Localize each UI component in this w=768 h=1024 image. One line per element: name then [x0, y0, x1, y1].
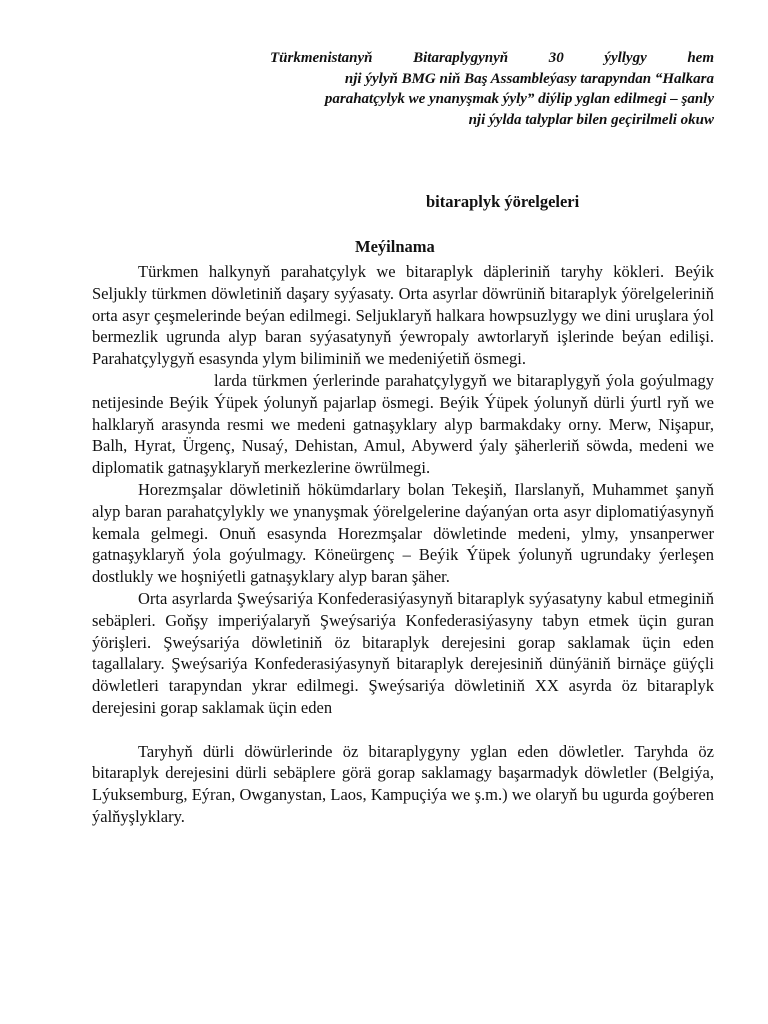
header-word: 30	[548, 50, 564, 66]
header-line-1	[270, 48, 714, 69]
paragraph-3: Horezmşalar döwletiniň hökümdarlary bolan Tekeşiň, Ilarslanyň, Muhammet şanyň alyp baran parahatçylykly we ynanyşmak ýörelgelerine daýanýan orta asyr diplomatiýasynyň kemala gelmegi. Onuň esasynda Horezmşalar döwletinde medeni, ylmy, ynsanperwer gatnaşyklaryň ýola goýulmagy. Köneürgenç – Beýik Ýüpek ýolunyň ugrundaky ýerleşen dostlukly we hoşniýetli gatnaşyklary alyp baran şäher.	[92, 479, 714, 587]
paragraph-5: Taryhyň dürli döwürlerinde öz bitaraplygyny yglan eden döwletler. Taryhda öz bitaraplyk derejesini dürli sebäplere görä gorap saklamagy başarmadyk döwletler (Belgiýa, Lýuksemburg, Eýran, Owganystan, Laos, Kampuçiýa we ş.m.) we olaryň bu ugurda goýberen ýalňyşlyklary.	[92, 741, 714, 826]
subject-text: bitaraplyk ýörelgeleri	[426, 192, 580, 211]
document-header	[270, 48, 714, 130]
header-word: Bitaraplygynyň	[413, 50, 509, 66]
header-line-3: parahatçylyk we ynanyşmak ýyly” diýlip yglan edilmegi – şanly	[324, 91, 714, 107]
header-line-4: nji ýylda talyplar bilen geçirilmeli okuw	[468, 111, 714, 128]
header-line-2: nji ýylyň BMG niň Baş Assambleýasy tarapyndan “Halkara	[344, 70, 714, 87]
header-word: hem	[687, 50, 714, 66]
document-body	[92, 261, 714, 828]
header-word: ýyllygy	[604, 50, 647, 66]
paragraph-1: Türkmen halkynyň parahatçylyk we bitaraplyk däpleriniň taryhy kökleri. Beýik Seljukly türkmen döwletiniň daşary syýasaty. Orta asyrlar döwrüniň bitaraplyk ýörelgeleriniň orta asyr çeşmelerinde beýan edilmegi. Seljuklaryň halkara howpsuzlygy we dini uruşlara ýol bermezlik ugrunda alyp baran syýasatynyň ýewropaly awtorlaryň işlerinde beýan edilişi. Parahatçylygyň esasynda ylym biliminiň we medeniýetiň ösmegi.	[92, 262, 714, 369]
header-word: Türkmenistanyň	[270, 50, 373, 66]
plan-heading: Meýilnama	[355, 237, 435, 256]
paragraph-4: Orta asyrlarda Şweýsariýa Konfederasiýasynyň bitaraplyk syýasatyny kabul etmeginiň sebäpleri. Goňşy imperiýalaryň Şweýsariýa Konfederasiýasyny tabyn etmek üçin guran ýörişleri. Şweýsariýa döwletiniň öz bitaraplyk derejesini gorap saklamak üçin eden tagallalary. Şweýsariýa Konfederasiýasynyň bitaraplyk derejesiniň dünýäniň birnäçe güýçli döwletleri tarapyndan ykrar edilmegi. Şweýsariýa döwletiniň XX asyrda öz bitaraplyk derejesini gorap saklamak üçin eden	[92, 588, 714, 717]
paragraph-2: larda türkmen ýerlerinde parahatçylygyň we bitaraplygyň ýola goýulmagy netijesinde Beýik Ýüpek ýolunyň pajarlap ösmegi. Beýik Ýüpek ýolunyň dürli ýurtl ryň we halklaryň arasynda resmi we medeni gatnaşyklary alyp barmakdaky orny. Merw, Nişapur, Balh, Hyrat, Ürgenç, Nusaý, Dehistan, Amul, Abywerd ýaly şäherleriň söwda, medeni we diplomatik gatnaşyklaryň merkezlerine öwrülmegi.	[92, 370, 714, 478]
